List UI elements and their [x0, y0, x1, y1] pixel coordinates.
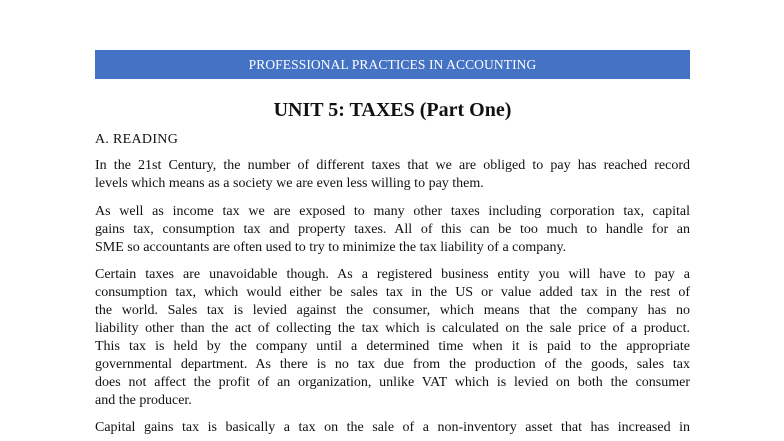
- paragraph-line: Capital gains tax is basically a tax on the sale of a non-inventory asset that has increased in: [95, 420, 690, 435]
- paragraph-line: As well as income tax we are exposed to many other taxes including corporation tax, capital: [95, 204, 690, 219]
- paragraph-line: gains tax, consumption tax and property taxes. All of this can be too much to handle for an: [95, 222, 690, 237]
- paragraph-tax-types: [95, 203, 690, 257]
- course-banner: PROFESSIONAL PRACTICES IN ACCOUNTING: [95, 50, 690, 79]
- paragraph-line: SME so accountants are often used to try to minimize the tax liability of a company.: [95, 240, 567, 255]
- unit-title: UNIT 5: TAXES (Part One): [273, 99, 512, 121]
- paragraph-line: governmental department. As there is no tax due from the production of the goods, sales tax: [95, 357, 690, 372]
- section-heading: A. READING: [95, 132, 179, 147]
- paragraph-capital-gains: [95, 419, 690, 437]
- paragraph-line: and the producer.: [95, 393, 192, 408]
- paragraph-consumption-tax: [95, 266, 690, 410]
- paragraph-line: does not affect the profit of an organization, unlike VAT which is levied on both the consumer: [95, 375, 690, 390]
- paragraph-line: consumption tax, which would either be sales tax in the US or value added tax in the rest of: [95, 285, 690, 300]
- paragraph-line: This tax is held by the company until a determined time when it is paid to the appropriate: [95, 339, 690, 354]
- paragraph-line: In the 21st Century, the number of different taxes that we are obliged to pay has reached record: [95, 158, 690, 173]
- paragraph-line: the world. Sales tax is levied against the consumer, which means that the company has no: [95, 303, 690, 318]
- paragraph-intro: [95, 157, 690, 193]
- paragraph-line: liability other than the act of collecting the tax which is calculated on the sale price of a product.: [95, 321, 690, 336]
- paragraph-line: levels which means as a society we are even less willing to pay them.: [95, 176, 484, 191]
- paragraph-line: Certain taxes are unavoidable though. As a registered business entity you will have to pay a: [95, 267, 690, 282]
